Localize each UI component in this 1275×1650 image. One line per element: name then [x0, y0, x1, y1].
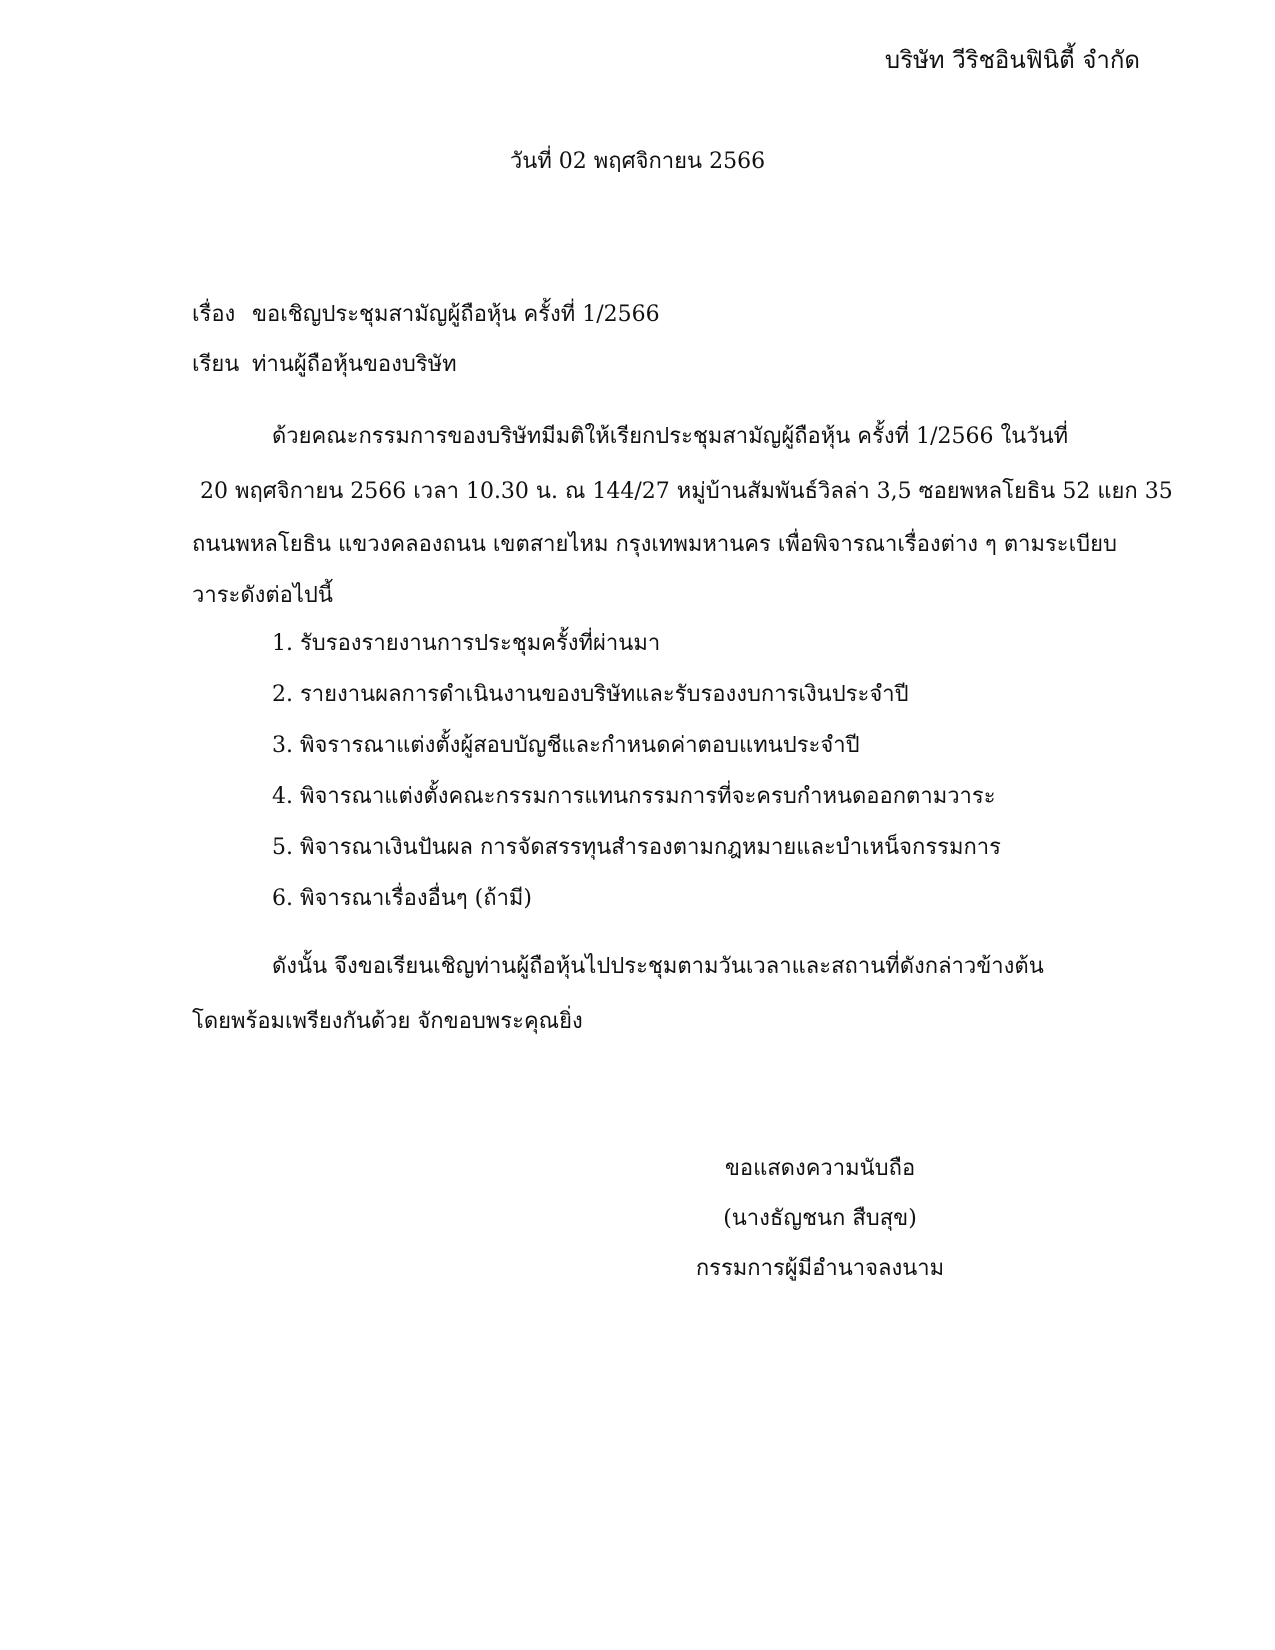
closing-line-2: โดยพร้อมเพรียงกันด้วย จักขอบพระคุณยิ่ง	[192, 1009, 583, 1034]
agenda-item: 5. พิจารณาเงินปันผล การจัดสรรทุนสำรองตามกฎหมายและบำเหน็จกรรมการ	[272, 835, 1001, 860]
agenda-item: 1. รับรองรายงานการประชุมครั้งที่ผ่านมา	[272, 631, 661, 656]
body-paragraph-line-4: วาระดังต่อไปนี้	[192, 583, 333, 608]
signatory-title: กรรมการผู้มีอำนาจลงนาม	[695, 1256, 945, 1281]
agenda-item: 6. พิจารณาเรื่องอื่นๆ (ถ้ามี)	[272, 886, 533, 911]
recipient-line	[192, 346, 457, 381]
subject-line	[192, 296, 660, 331]
signatory-name: (นางธัญชนก สืบสุข)	[723, 1206, 917, 1231]
subject-label: เรื่อง	[192, 302, 236, 327]
agenda-list	[272, 625, 1001, 931]
subject-text: ขอเชิญประชุมสามัญผู้ถือหุ้น ครั้งที่ 1/2566	[252, 302, 660, 327]
company-name: บริษัท วีริชอินฟินิตี้ จำกัด	[884, 46, 1140, 74]
body-paragraph-line-3: ถนนพหลโยธิน แขวงคลองถนน เขตสายไหม กรุงเทพมหานคร เพื่อพิจารณาเรื่องต่าง ๆ ตามระเบียบ	[192, 532, 1117, 557]
recipient-label: เรียน	[192, 352, 240, 377]
agenda-item: 3. พิจรารณาแต่งตั้งผู้สอบบัญชีและกำหนดค่าตอบแทนประจำปี	[272, 733, 860, 758]
signature-regards: ขอแสดงความนับถือ	[724, 1156, 916, 1181]
body-paragraph-line-1: ด้วยคณะกรรมการของบริษัทมีมติให้เรียกประชุมสามัญผู้ถือหุ้น ครั้งที่ 1/2566 ในวันที่	[272, 424, 1069, 449]
closing-line-1: ดังนั้น จึงขอเรียนเชิญท่านผู้ถือหุ้นไปประชุมตามวันเวลาและสถานที่ดังกล่าวข้างต้น	[272, 954, 1044, 979]
letter-date: วันที่ 02 พฤศจิกายน 2566	[509, 149, 766, 174]
recipient-text: ท่านผู้ถือหุ้นของบริษัท	[252, 352, 457, 377]
agenda-item: 2. รายงานผลการดำเนินงานของบริษัทและรับรองงบการเงินประจำปี	[272, 682, 909, 707]
agenda-item: 4. พิจารณาแต่งตั้งคณะกรรมการแทนกรรมการที่จะครบกำหนดออกตามวาระ	[272, 784, 996, 809]
body-paragraph-line-2: 20 พฤศจิกายน 2566 เวลา 10.30 น. ณ 144/27 หมู่บ้านสัมพันธ์วิลล่า 3,5 ซอยพหลโยธิน 52 แยก 35	[200, 479, 1173, 504]
